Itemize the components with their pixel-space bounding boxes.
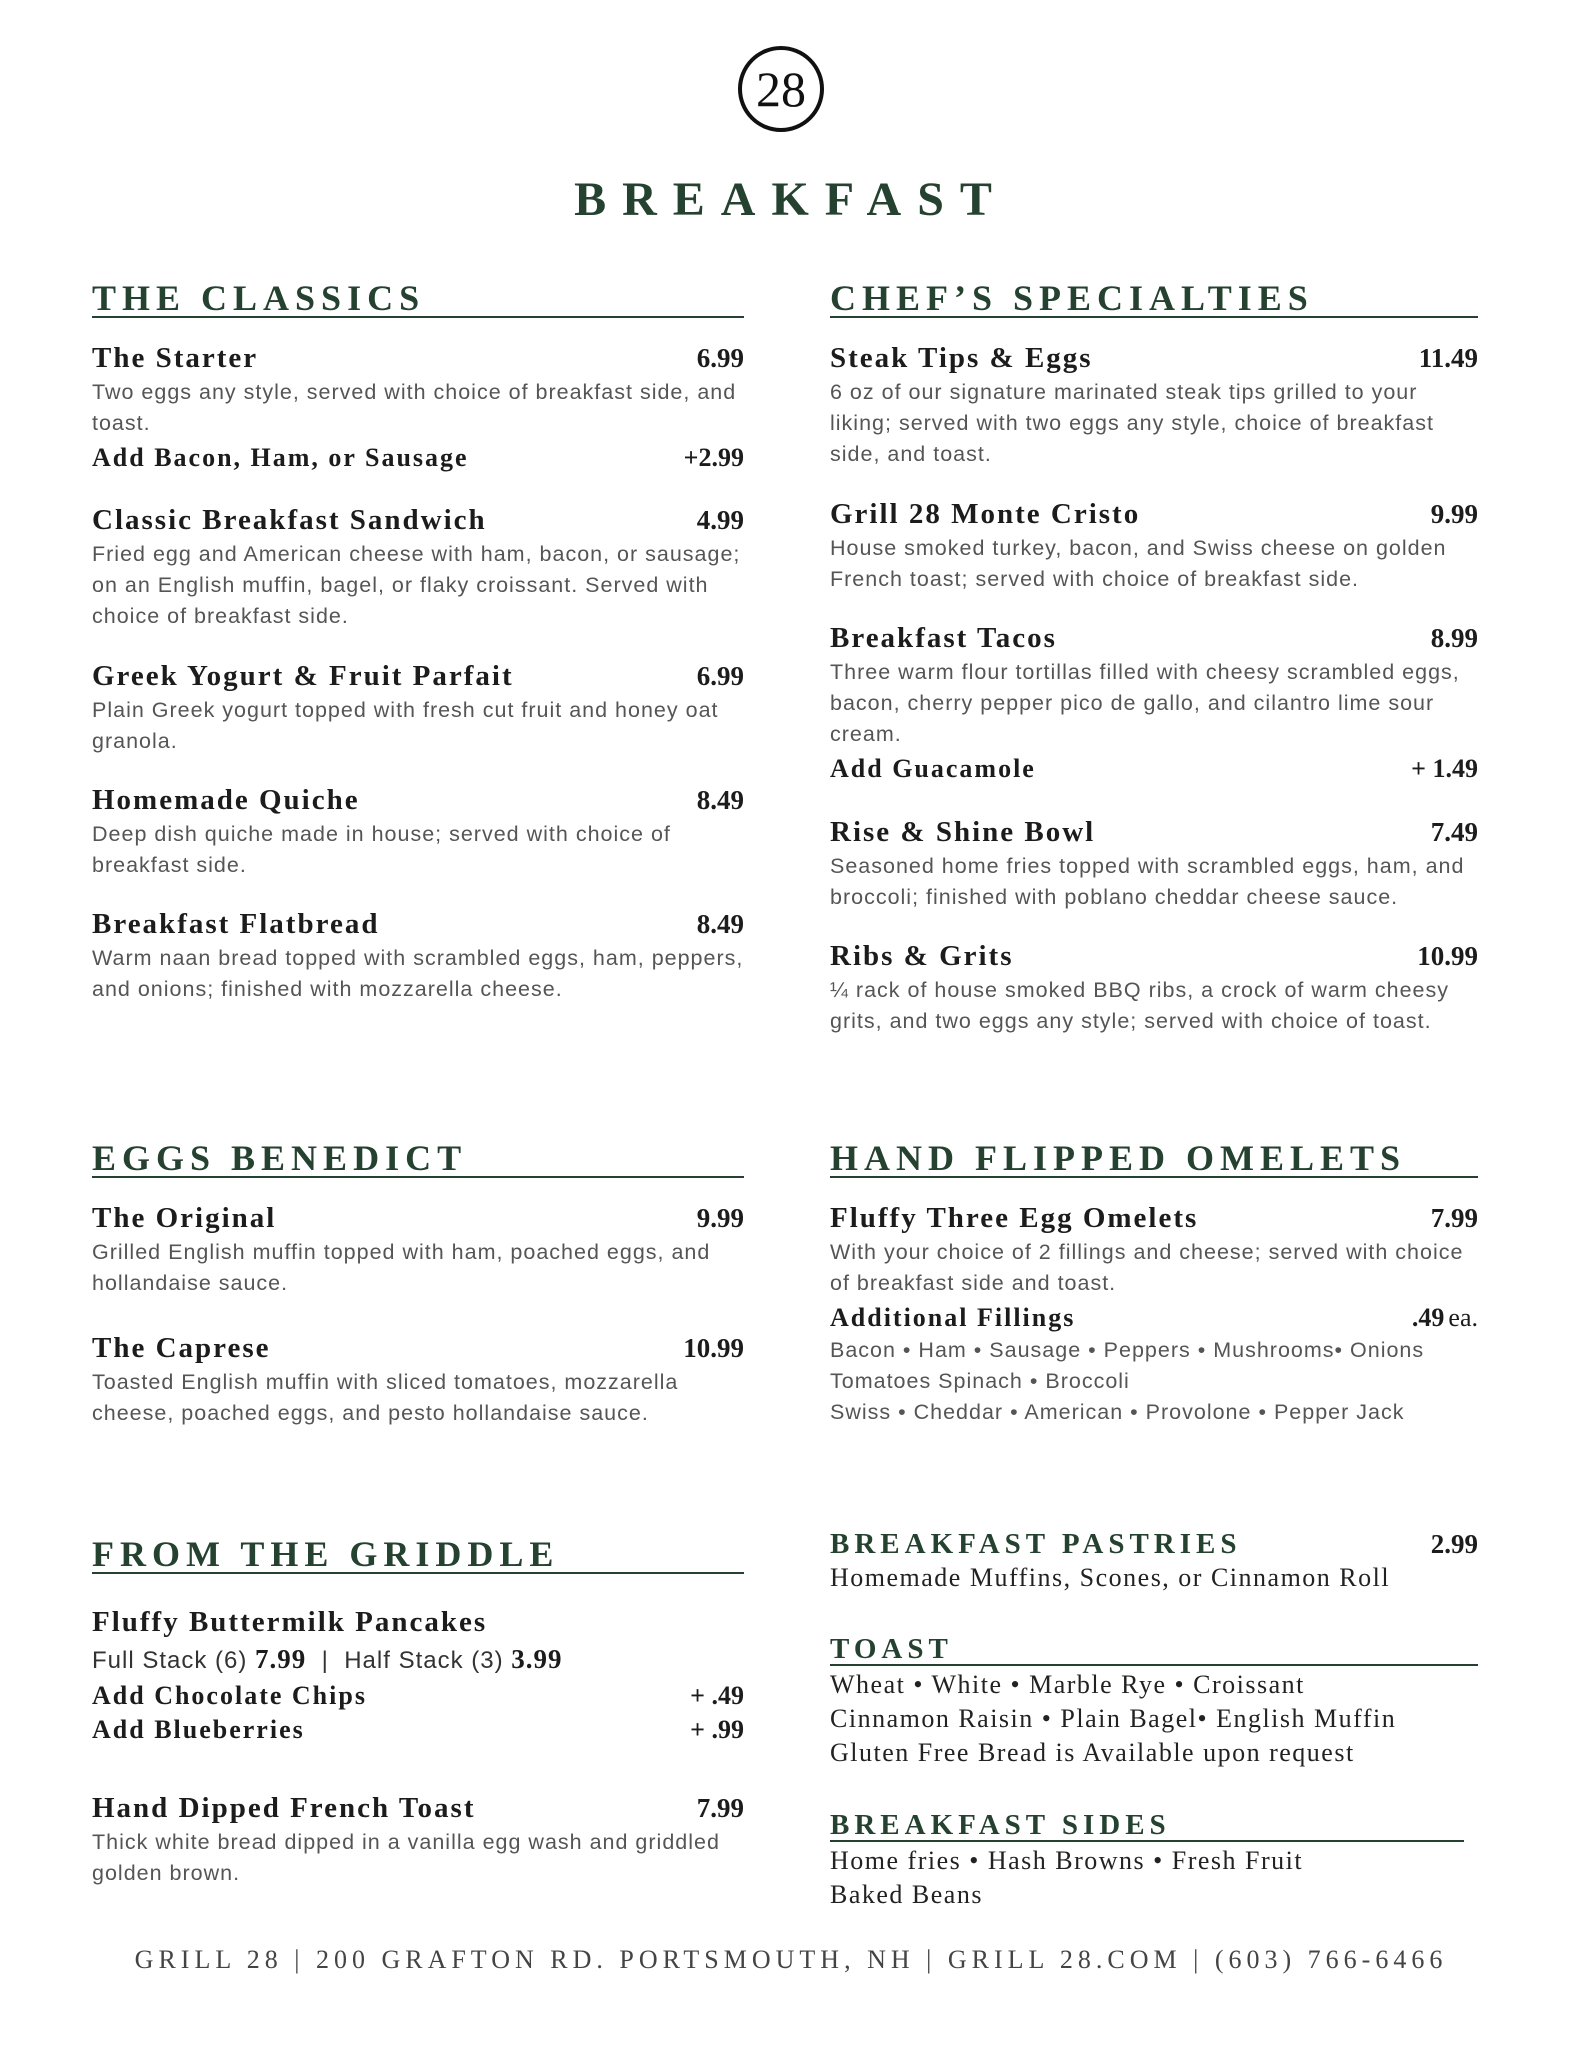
toast-line: Gluten Free Bread is Available upon request — [830, 1738, 1355, 1767]
item-description: House smoked turkey, bacon, and Swiss cheese on golden French toast; served with choice of breakfast side. — [830, 536, 1447, 591]
fillings-price-unit: ea. — [1448, 1303, 1478, 1332]
addon-row — [830, 754, 1478, 784]
item-name: Classic Breakfast Sandwich — [92, 504, 487, 536]
full-stack-price: 7.99 — [255, 1644, 307, 1674]
menu-item — [92, 660, 744, 757]
menu-item — [830, 1202, 1478, 1428]
menu-item — [92, 504, 744, 632]
section-heading-sides: BREAKFAST SIDES — [830, 1810, 1464, 1842]
item-description: ¼ rack of house smoked BBQ ribs, a crock of warm cheesy grits, and two eggs any style; served with choice of toast. — [830, 978, 1449, 1033]
item-name: The Original — [92, 1202, 277, 1234]
pastries-description: Homemade Muffins, Scones, or Cinnamon Roll — [830, 1563, 1391, 1592]
item-description: Deep dish quiche made in house; served with choice of breakfast side. — [92, 822, 671, 877]
fillings-price: .49 — [1411, 1303, 1445, 1332]
fillings-row — [830, 1303, 1478, 1333]
item-price: 6.99 — [696, 343, 744, 373]
section-hand-flipped-omelets — [830, 1140, 1478, 1460]
fillings-price-wrap — [1412, 1303, 1478, 1333]
item-name: The Starter — [92, 342, 259, 374]
item-description: 6 oz of our signature marinated steak tips grilled to your liking; served with two eggs any style, choice of breakfast side, and toast. — [830, 380, 1434, 466]
addon-price: +2.99 — [683, 443, 744, 472]
menu-item — [92, 1202, 744, 1299]
footer-contact: GRILL 28 | 200 GRAFTON RD. PORTSMOUTH, NH | GRILL 28.COM | (603) 766-6466 — [134, 1945, 1448, 1974]
item-description: Seasoned home fries topped with scrambled eggs, ham, and broccoli; finished with poblano cheddar cheese sauce. — [830, 854, 1465, 909]
menu-item — [830, 622, 1478, 784]
fillings-line: Swiss • Cheddar • American • Provolone • Pepper Jack — [830, 1400, 1405, 1424]
item-price: 9.99 — [696, 1203, 744, 1233]
pastries — [830, 1528, 1478, 1595]
item-name: Rise & Shine Bowl — [830, 816, 1096, 848]
section-heading: BREAKFAST PASTRIES — [830, 1528, 1242, 1560]
addon-name: Add Guacamole — [830, 754, 1036, 783]
item-price: 7.99 — [1430, 1203, 1478, 1233]
item-name: Hand Dipped French Toast — [92, 1792, 476, 1824]
menu-item — [830, 342, 1478, 470]
addon-price: + .99 — [690, 1715, 744, 1744]
item-description: Two eggs any style, served with choice of breakfast side, and toast. — [92, 380, 737, 435]
menu-item — [830, 498, 1478, 595]
addon-row — [92, 1715, 744, 1745]
addon-row — [92, 443, 744, 473]
logo-text: 28 — [756, 61, 806, 117]
half-stack-label: Half Stack (3) — [344, 1647, 504, 1674]
item-name: Fluffy Buttermilk Pancakes — [92, 1606, 488, 1638]
item-price: 9.99 — [1430, 499, 1478, 529]
item-name: Fluffy Three Egg Omelets — [830, 1202, 1199, 1234]
item-price: 6.99 — [696, 661, 744, 691]
section-from-the-griddle — [92, 1536, 744, 1896]
section-the-classics — [92, 280, 744, 1040]
item-description: Three warm flour tortillas filled with cheesy scrambled eggs, bacon, cherry pepper pico de gallo, and cilantro lime sour cream. — [830, 660, 1460, 746]
section-heading: FROM THE GRIDDLE — [92, 1536, 744, 1574]
section-heading: HAND FLIPPED OMELETS — [830, 1140, 1478, 1178]
page-title: BREAKFAST — [574, 173, 1008, 226]
half-stack-price: 3.99 — [511, 1644, 563, 1674]
item-description: Fried egg and American cheese with ham, bacon, or sausage; on an English muffin, bagel, or flaky croissant. Served with choice of breakfast side. — [92, 542, 741, 628]
item-name: The Caprese — [92, 1332, 271, 1364]
item-name: Homemade Quiche — [92, 784, 360, 816]
section-heading: CHEF’S SPECIALTIES — [830, 280, 1478, 318]
menu-item — [92, 1792, 744, 1889]
item-description: With your choice of 2 fillings and cheese; served with choice of breakfast side and toast. — [830, 1240, 1464, 1295]
sides-line: Home fries • Hash Browns • Fresh Fruit — [830, 1846, 1304, 1875]
item-name: Breakfast Flatbread — [92, 908, 380, 940]
sides-line: Baked Beans — [830, 1880, 983, 1909]
section-chefs-specialties — [830, 280, 1478, 1060]
item-price: 7.99 — [696, 1793, 744, 1823]
stack-separator: | — [321, 1647, 329, 1674]
full-stack-label: Full Stack (6) — [92, 1647, 248, 1674]
item-price: 4.99 — [696, 505, 744, 535]
addon-name: Add Bacon, Ham, or Sausage — [92, 443, 469, 472]
addon-price: + .49 — [690, 1681, 744, 1710]
addon-name: Add Chocolate Chips — [92, 1681, 367, 1710]
item-name: Grill 28 Monte Cristo — [830, 498, 1141, 530]
item-description: Grilled English muffin topped with ham, poached eggs, and hollandaise sauce. — [92, 1240, 711, 1295]
addon-price: + 1.49 — [1411, 754, 1478, 783]
item-price: 10.99 — [683, 1333, 744, 1363]
menu-item — [92, 784, 744, 881]
item-price: 10.99 — [1417, 941, 1478, 971]
toast-line: Wheat • White • Marble Rye • Croissant — [830, 1670, 1305, 1699]
logo-28-circle — [738, 46, 824, 132]
toast-list — [830, 1668, 1478, 1770]
item-price: 11.49 — [1418, 343, 1478, 373]
item-description: Toasted English muffin with sliced tomatoes, mozzarella cheese, poached eggs, and pesto hollandaise sauce. — [92, 1370, 679, 1425]
item-price: 8.49 — [696, 785, 744, 815]
section-eggs-benedict — [92, 1140, 744, 1440]
item-price: 7.49 — [1430, 817, 1478, 847]
section-heading: THE CLASSICS — [92, 280, 744, 318]
menu-item — [830, 940, 1478, 1037]
menu-item-pancakes — [92, 1606, 744, 1745]
sides-list — [830, 1844, 1478, 1912]
section-heading: EGGS BENEDICT — [92, 1140, 744, 1178]
fillings-line: Bacon • Ham • Sausage • Peppers • Mushrooms• Onions — [830, 1338, 1425, 1362]
section-extras — [830, 1528, 1478, 1928]
fillings-name: Additional Fillings — [830, 1303, 1076, 1332]
item-name: Steak Tips & Eggs — [830, 342, 1093, 374]
item-price: 8.99 — [1430, 623, 1478, 653]
menu-item — [92, 1332, 744, 1429]
section-heading-toast: TOAST — [830, 1634, 1478, 1666]
addon-row — [92, 1681, 744, 1711]
addon-name: Add Blueberries — [92, 1715, 305, 1744]
toast-line: Cinnamon Raisin • Plain Bagel• English Muffin — [830, 1704, 1397, 1733]
fillings-line: Tomatoes Spinach • Broccoli — [830, 1369, 1130, 1393]
menu-item — [830, 816, 1478, 913]
menu-item — [92, 342, 744, 473]
item-price: 2.99 — [1430, 1529, 1478, 1559]
item-description: Plain Greek yogurt topped with fresh cut fruit and honey oat granola. — [92, 698, 719, 753]
item-name: Ribs & Grits — [830, 940, 1014, 972]
item-name: Greek Yogurt & Fruit Parfait — [92, 660, 514, 692]
stack-prices — [92, 1639, 744, 1681]
menu-item — [92, 908, 744, 1005]
item-description: Warm naan bread topped with scrambled eggs, ham, peppers, and onions; finished with mozzarella cheese. — [92, 946, 744, 1001]
item-name: Breakfast Tacos — [830, 622, 1057, 654]
item-description: Thick white bread dipped in a vanilla egg wash and griddled golden brown. — [92, 1830, 720, 1885]
item-price: 8.49 — [696, 909, 744, 939]
